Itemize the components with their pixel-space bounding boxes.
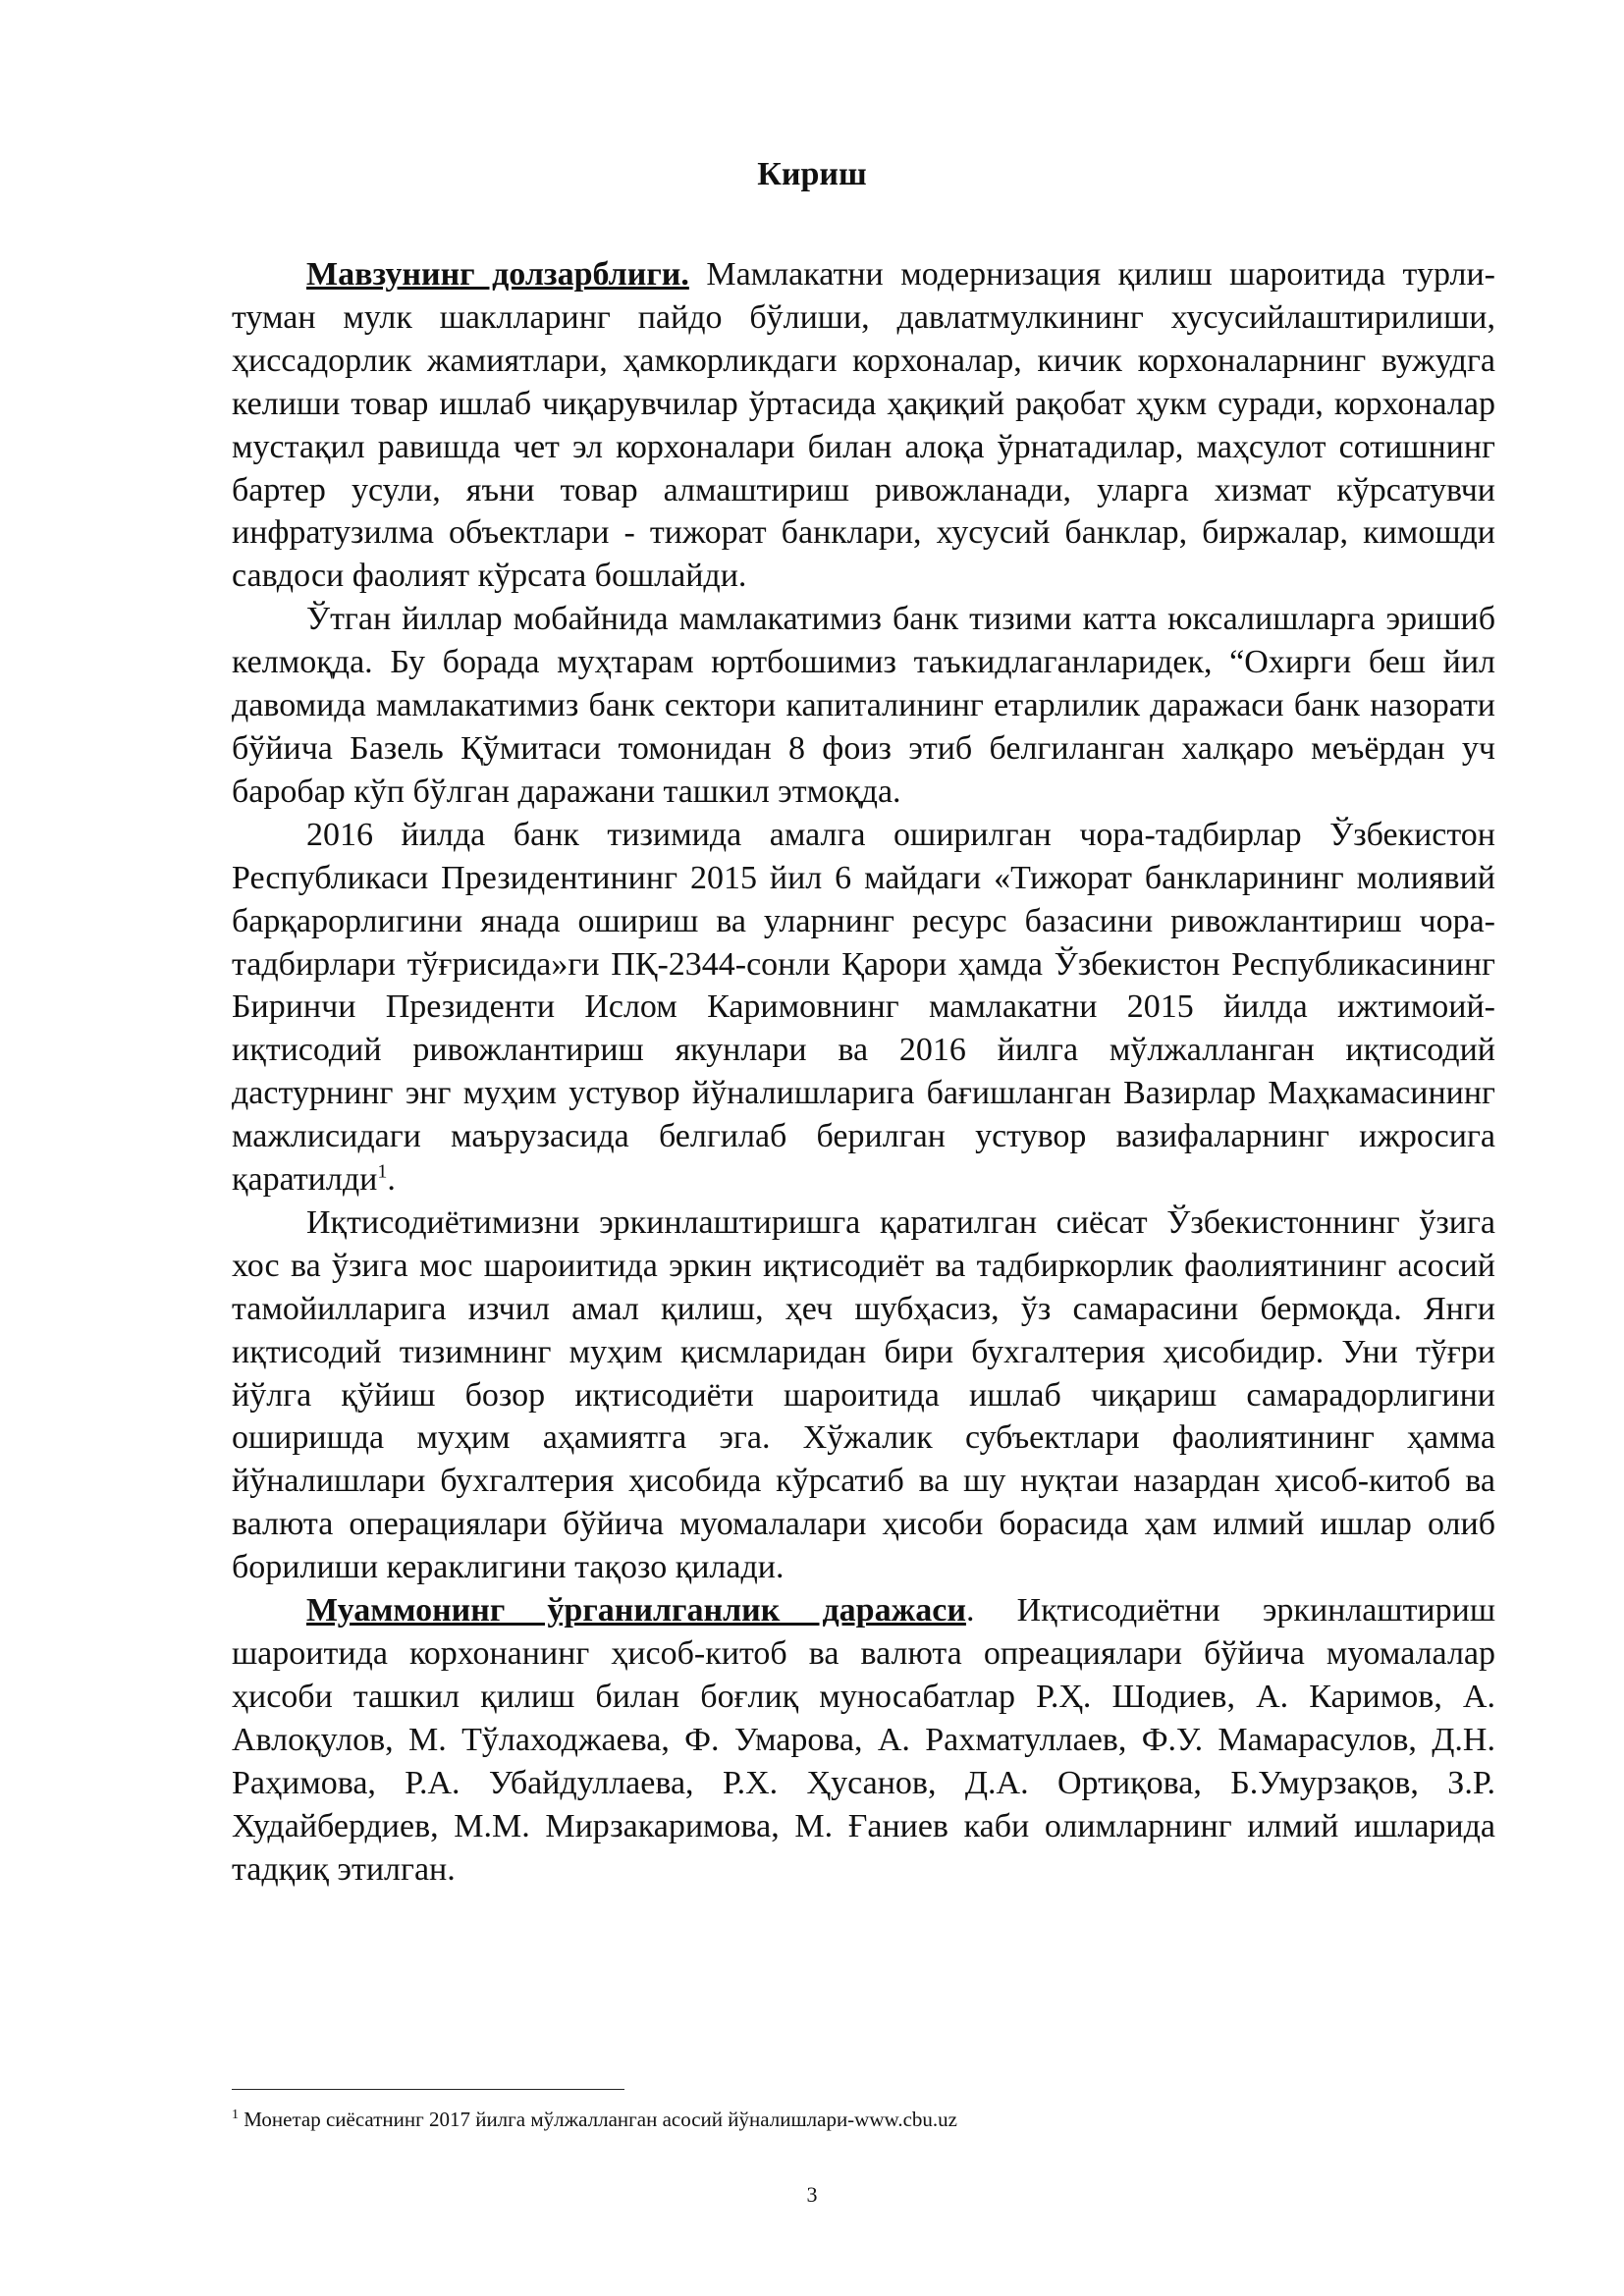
paragraph-liberalization [232, 1201, 1495, 1589]
page-heading: Кириш [757, 156, 867, 192]
footnote [232, 2107, 957, 2132]
paragraph-text: . Иқтисодиётни эркинлаштириш шароитида корхонанинг ҳисоб-китоб ва валюта опреациялари бўйича муомалалар ҳисоби ташкил қилиш билан боғлиқ муносабатлар Р.Ҳ. Шодиев, А. Каримов, А. Авлоқулов, М. Тўлаходжаева, Ф. Умарова, А. Рахматуллаев, Ф.У. Мамарасулов, Д.Н. Раҳимова, Р.А. Убайдуллаева, Р.Х. Ҳусанов, Д.А. Ортиқова, Б.Умурзақов, З.Р. Худайбердиев, М.М. Мирзакаримова, М. Ғаниев каби олимларнинг илмий ишларида тадқиқ этилган. [232, 1592, 1495, 1888]
paragraph-text: 2016 йилда банк тизимида амалга оширилган чора-тадбирлар Ўзбекистон Республикаси Президентининг 2015 йил 6 майдаги «Тижорат банкларининг молиявий барқарорлигини янада ошириш ва уларнинг ресурс базасини ривожлантириш чора-тадбирлари тўғрисида»ги ПҚ-2344-сонли Қарори ҳамда Ўзбекистон Республикасининг Биринчи Президенти Ислом Каримовнинг мамлакатни 2015 йилда ижтимоий-иқтисодий ривожлантириш якунлари ва 2016 йилга мўлжалланган иқтисодий дастурнинг энг муҳим устувор йўналишларига бағишланган Вазирлар Маҳкамасининг мажлисидаги маърузасида белгилаб берилган устувор вазифаларнинг ижросига қаратилди [232, 816, 1495, 1199]
section-lead-research-level: Муаммонинг ўрганилганлик даражаси [306, 1592, 966, 1629]
page-number: 3 [806, 2182, 818, 2207]
paragraph-text: Ўтган йиллар мобайнида мамлакатимиз банк тизими катта юксалишларга эришиб келмоқда. Бу борада муҳтарам юртбошимиз таъкидлаганларидек, “Охирги беш йил давомида мамлакатимиз банк сектори капиталининг етарлилик даражаси банк назорати бўйича Базель Қўмитаси томонидан 8 фоиз этиб белгиланган халқаро меъёрдан уч баробар кўп бўлган даражани ташкил этмоқда. [232, 601, 1495, 810]
paragraph-tail: . [387, 1161, 396, 1199]
footnote-text: Монетар сиёсатнинг 2017 йилга мўлжалланган асосий йўналишлари-www.cbu.uz [239, 2108, 957, 2131]
footnote-reference: 1 [377, 1160, 388, 1183]
section-lead-relevance: Мавзунинг долзарблиги. [306, 256, 689, 293]
paragraph-banking [232, 598, 1495, 814]
footnote-separator [232, 2089, 624, 2090]
body-text [232, 253, 1495, 1891]
paragraph-text: Иқтисодиётимизни эркинлаштиришга қаратилган сиёсат Ўзбекистоннинг ўзига хос ва ўзига мос шароиитида эркин иқтисодиёт ва тадбиркорлик фаолиятининг асосий тамойилларига изчил амал қилиш, ҳеч шубҳасиз, ўз самарасини бермоқда. Янги иқтисодий тизимнинг муҳим қисмларидан бири бухгалтерия ҳисобидир. Уни тўғри йўлга қўйиш бозор иқтисодиёти шароитида ишлаб чиқариш самарадорлигини оширишда муҳим аҳамиятга эга. Хўжалик субъектлари фаолиятининг ҳамма йўналишлари бухгалтерия ҳисобида кўрсатиб ва шу нуқтаи назардан ҳисоб-китоб ва валюта операциялари бўйича муомалалари ҳисоби борасида ҳам илмий ишлар олиб борилиши кераклигини тақозо қилади. [232, 1203, 1495, 1586]
paragraph-research-level [232, 1589, 1495, 1891]
footnote-number: 1 [232, 2108, 239, 2122]
paragraph-relevance [232, 253, 1495, 598]
paragraph-2016-measures [232, 814, 1495, 1201]
paragraph-text: Мамлакатни модернизация қилиш шароитида турли-туман мулк шаклларинг пайдо бўлиши, давлатмулкининг хусусийлаштирилиши, ҳиссадорлик жамиятлари, ҳамкорликдаги корхоналар, кичик корхоналарнинг вужудга келиши товар ишлаб чиқарувчилар ўртасида ҳақиқий рақобат ҳукм суради, корхоналар мустақил равишда чет эл корхоналари билан алоқа ўрнатадилар, маҳсулот сотишнинг бартер усули, яъни товар алмаштириш ривожланади, уларга хизмат кўрсатувчи инфратузилма объектлари - тижорат банклари, хусусий банклар, биржалар, кимошди савдоси фаолият кўрсата бошлайди. [232, 256, 1495, 595]
